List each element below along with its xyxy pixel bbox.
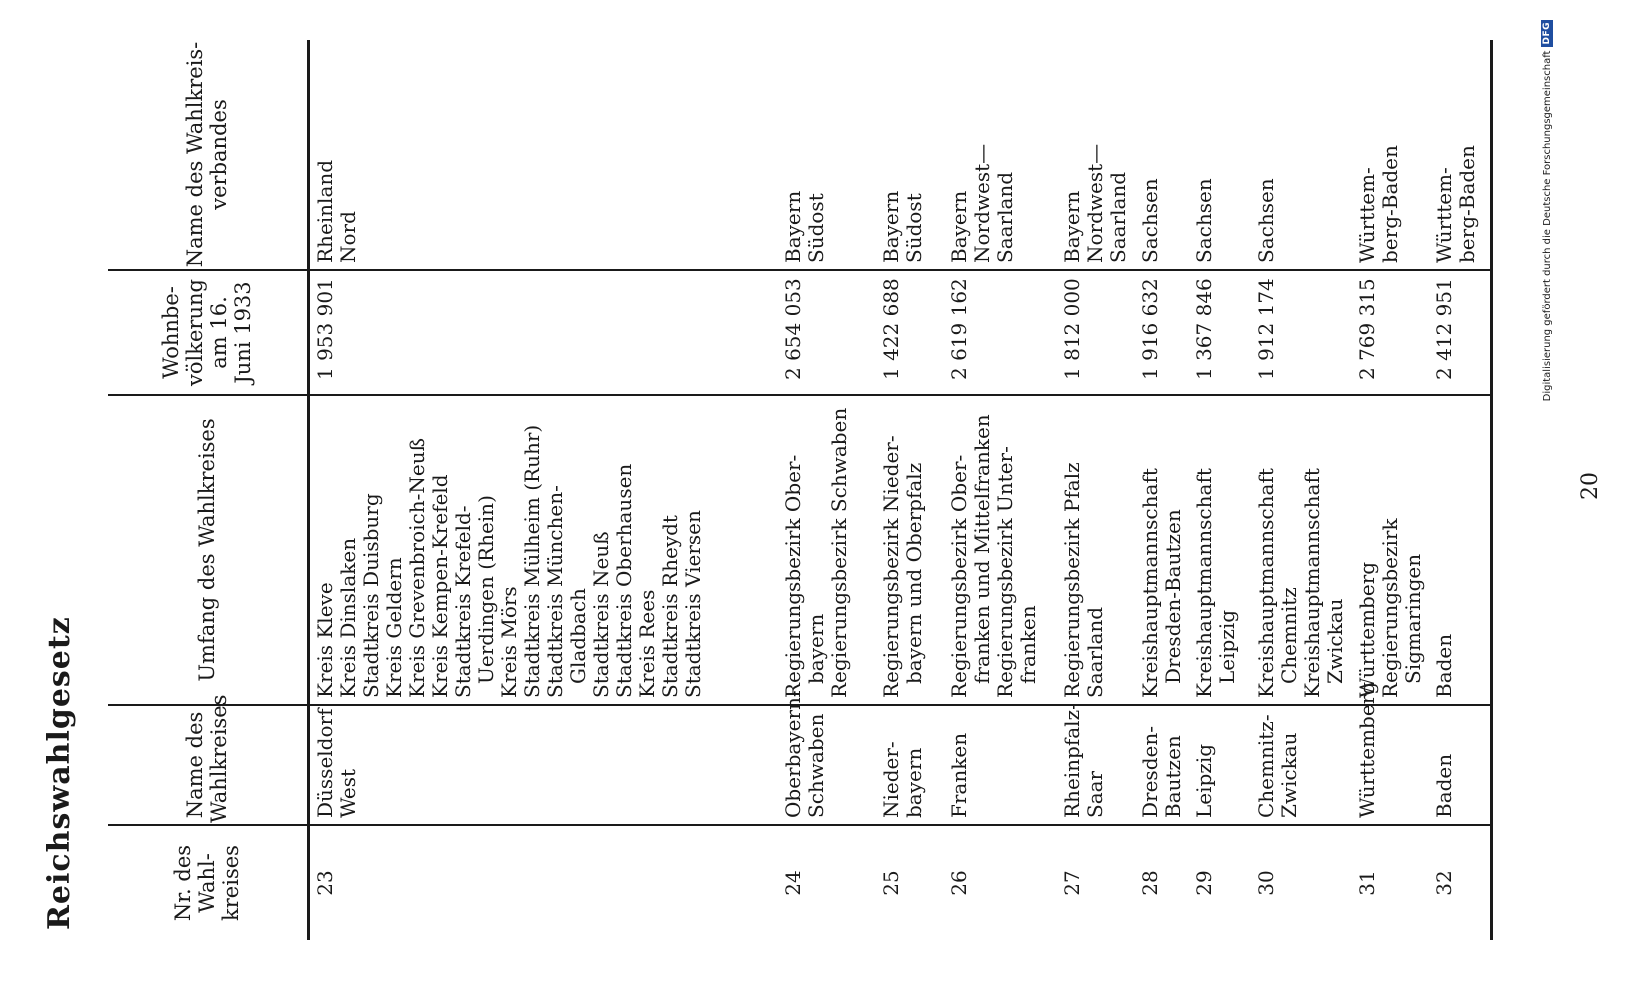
district-association-line: Bayern bbox=[879, 190, 904, 263]
district-association-line: Bayern bbox=[946, 190, 971, 263]
cell-population: 1 953 901 bbox=[308, 270, 778, 395]
table-row bbox=[876, 40, 943, 940]
district-association-line: Südost bbox=[804, 193, 829, 263]
district-association-line: berg-Baden bbox=[1377, 145, 1402, 263]
cell-population: 2 654 053 bbox=[778, 270, 876, 395]
cell-district-number: 25 bbox=[879, 870, 904, 896]
cell-district-name bbox=[1057, 705, 1135, 825]
page-number: 20 bbox=[1578, 472, 1603, 500]
electoral-district-table bbox=[108, 40, 1493, 940]
cell-district-scope bbox=[1352, 395, 1430, 705]
cell-district-association bbox=[1135, 40, 1189, 270]
district-scope-line: Regierungsbezirk Unter-franken bbox=[992, 446, 1040, 698]
cell-population: 1 422 688 bbox=[876, 270, 943, 395]
cell-district-scope bbox=[944, 395, 1058, 705]
cell-district-number: 27 bbox=[1060, 870, 1085, 896]
district-association-line: Bayern bbox=[781, 190, 806, 263]
district-scope-line: Kreishauptmannschaft Dresden-Bautzen bbox=[1137, 468, 1185, 698]
header-district-name: Name des Wahlkreises bbox=[108, 705, 308, 825]
table-header bbox=[108, 40, 308, 940]
header-district-scope: Umfang des Wahlkreises bbox=[108, 395, 308, 705]
district-association-line: Sachsen bbox=[1137, 178, 1162, 263]
cell-district-association bbox=[1251, 40, 1352, 270]
district-scope-line: Kreis Rees bbox=[634, 589, 659, 698]
cell-district-association bbox=[1352, 40, 1430, 270]
district-scope-line: Stadtkreis Krefeld-Uerdingen (Rhein) bbox=[450, 495, 498, 698]
district-scope-line: Kreis Grevenbroich-Neuß bbox=[404, 438, 429, 698]
cell-population: 2 412 951 bbox=[1429, 270, 1491, 395]
district-association-line: Saarland bbox=[1106, 171, 1131, 263]
district-association-line: Württem- bbox=[1354, 167, 1379, 263]
cell-district-scope bbox=[1429, 395, 1491, 705]
district-association-line: Sachsen bbox=[1253, 178, 1278, 263]
district-association-line: Bayern bbox=[1060, 190, 1085, 263]
district-scope-line: Stadtkreis München-Gladbach bbox=[542, 485, 590, 698]
district-scope-line: Stadtkreis Viersen bbox=[680, 510, 705, 698]
district-scope-line: Kreishauptmannschaft Chemnitz bbox=[1253, 468, 1301, 698]
district-scope-line: Kreis Kleve bbox=[312, 582, 337, 698]
page-header: Reichswahlgesetz bbox=[42, 616, 77, 930]
district-association-line: Nordwest— bbox=[969, 143, 994, 263]
cell-district-association bbox=[1429, 40, 1491, 270]
district-association-line: Nord bbox=[335, 211, 360, 263]
district-scope-line: Regierungsbezirk Nieder-bayern und Oberpfalz bbox=[879, 435, 927, 698]
cell-district-number: 32 bbox=[1429, 825, 1491, 940]
district-name-line: bayern bbox=[902, 747, 927, 818]
table-row bbox=[308, 40, 778, 940]
district-name-line: Nieder- bbox=[879, 741, 904, 818]
district-scope-line: Württemberg bbox=[1354, 561, 1379, 698]
cell-district-name bbox=[1352, 681, 1430, 825]
district-name-line: Leipzig bbox=[1191, 743, 1216, 818]
district-name-line: Saar bbox=[1083, 770, 1108, 818]
cell-district-number: 29 bbox=[1191, 870, 1216, 896]
cell-district-number: 28 bbox=[1137, 870, 1162, 896]
cell-district-association bbox=[778, 40, 876, 270]
cell-district-scope bbox=[876, 395, 943, 705]
district-association-line: Sachsen bbox=[1191, 178, 1216, 263]
district-scope-line: Regierungsbezirk Sigmaringen bbox=[1377, 518, 1425, 698]
district-name-line: Franken bbox=[946, 732, 971, 818]
cell-district-association bbox=[1057, 40, 1135, 270]
cell-district-number: 26 bbox=[946, 870, 971, 896]
cell-district-name bbox=[308, 705, 778, 825]
cell-district-name bbox=[1189, 705, 1251, 825]
cell-district-name bbox=[1429, 705, 1491, 825]
district-scope-line: Kreishauptmannschaft Zwickau bbox=[1299, 468, 1347, 698]
district-name-line: Bautzen bbox=[1160, 735, 1185, 818]
cell-population: 1 916 632 bbox=[1135, 270, 1189, 395]
district-association-line: Südost bbox=[902, 193, 927, 263]
district-name-line: Zwickau bbox=[1276, 732, 1301, 818]
district-name-line: Rheinpfalz- bbox=[1060, 703, 1085, 818]
cell-population: 2 619 162 bbox=[944, 270, 1058, 395]
district-association-line: berg-Baden bbox=[1455, 145, 1480, 263]
cell-district-number: 23 bbox=[312, 870, 337, 896]
cell-district-name bbox=[1251, 705, 1352, 825]
district-scope-line: Stadtkreis Oberhausen bbox=[611, 463, 636, 698]
cell-population: 1 367 846 bbox=[1189, 270, 1251, 395]
district-name-line: Baden bbox=[1432, 753, 1457, 818]
cell-district-name bbox=[1135, 705, 1189, 825]
district-scope-line: Stadtkreis Neuß bbox=[588, 531, 613, 698]
district-scope-line: Kreis Mörs bbox=[496, 586, 521, 698]
cell-district-name bbox=[944, 705, 1058, 825]
table-row bbox=[1135, 40, 1189, 940]
district-name-line: West bbox=[335, 768, 360, 818]
cell-district-scope bbox=[778, 395, 876, 705]
cell-district-scope bbox=[1135, 395, 1189, 705]
district-name-line: Württemberg bbox=[1354, 681, 1379, 818]
header-district-association: Name des Wahlkreis- verbandes bbox=[108, 40, 308, 270]
district-scope-line: Stadtkreis Rheydt bbox=[657, 515, 682, 698]
cell-district-number: 24 bbox=[781, 870, 806, 896]
district-association-line: Saarland bbox=[992, 171, 1017, 263]
cell-district-association bbox=[1189, 40, 1251, 270]
cell-district-name bbox=[778, 690, 876, 825]
table-row bbox=[1189, 40, 1251, 940]
table-row bbox=[1429, 40, 1491, 940]
district-name-line: Oberbayern- bbox=[781, 690, 806, 818]
cell-population: 1 812 000 bbox=[1057, 270, 1135, 395]
cell-district-association bbox=[944, 40, 1058, 270]
district-scope-line: Regierungsbezirk Pfalz bbox=[1060, 462, 1085, 698]
district-scope-line: Regierungsbezirk Ober-franken und Mittelfranken bbox=[946, 414, 994, 698]
table-row bbox=[1057, 40, 1135, 940]
district-scope-line: Regierungsbezirk Schwaben bbox=[827, 407, 852, 698]
digitization-note: Digitalisierung gefördert durch die Deutsche Forschungsgemeinschaft bbox=[1541, 50, 1553, 402]
cell-district-name bbox=[876, 705, 943, 825]
table-row bbox=[1352, 40, 1430, 940]
table-body bbox=[308, 40, 1492, 940]
district-name-line: Dresden- bbox=[1137, 726, 1162, 818]
dfg-logo: DFG bbox=[1542, 22, 1552, 45]
district-scope-line: Saarland bbox=[1083, 606, 1108, 698]
district-name-line: Düsseldorf bbox=[312, 708, 337, 818]
district-scope-line: Regierungsbezirk Ober-bayern bbox=[781, 454, 829, 698]
district-scope-line: Kreishauptmannschaft Leipzig bbox=[1191, 468, 1239, 698]
district-scope-line: Kreis Kempen-Krefeld bbox=[427, 474, 452, 698]
cell-district-number: 31 bbox=[1354, 870, 1379, 896]
cell-district-scope bbox=[308, 395, 778, 705]
district-scope-line: Baden bbox=[1432, 633, 1457, 698]
district-association-line: Württem- bbox=[1432, 167, 1457, 263]
cell-population: 2 769 315 bbox=[1352, 270, 1430, 395]
header-population: Wohnbe- völkerung am 16. Juni 1933 bbox=[108, 270, 308, 395]
cell-district-association bbox=[308, 40, 778, 270]
table-row bbox=[778, 40, 876, 940]
district-association-line: Rheinland bbox=[312, 159, 337, 263]
cell-district-scope bbox=[1189, 395, 1251, 705]
district-scope-line: Kreis Geldern bbox=[381, 557, 406, 698]
table-row bbox=[1251, 40, 1352, 940]
table-row bbox=[944, 40, 1058, 940]
cell-district-number: 30 bbox=[1253, 870, 1278, 896]
header-district-number: Nr. des Wahl- kreises bbox=[108, 825, 308, 940]
district-association-line: Nordwest— bbox=[1083, 143, 1108, 263]
digitization-credit bbox=[1532, 20, 1562, 980]
district-scope-line: Stadtkreis Mülheim (Ruhr) bbox=[519, 424, 544, 698]
district-scope-line: Stadtkreis Duisburg bbox=[358, 493, 383, 698]
cell-district-association bbox=[876, 40, 943, 270]
district-name-line: Schwaben bbox=[804, 713, 829, 818]
cell-population: 1 912 174 bbox=[1251, 270, 1352, 395]
cell-district-scope bbox=[1057, 395, 1135, 705]
district-scope-line: Kreis Dinslaken bbox=[335, 537, 360, 698]
district-name-line: Chemnitz- bbox=[1253, 714, 1278, 818]
cell-district-scope bbox=[1251, 395, 1352, 705]
